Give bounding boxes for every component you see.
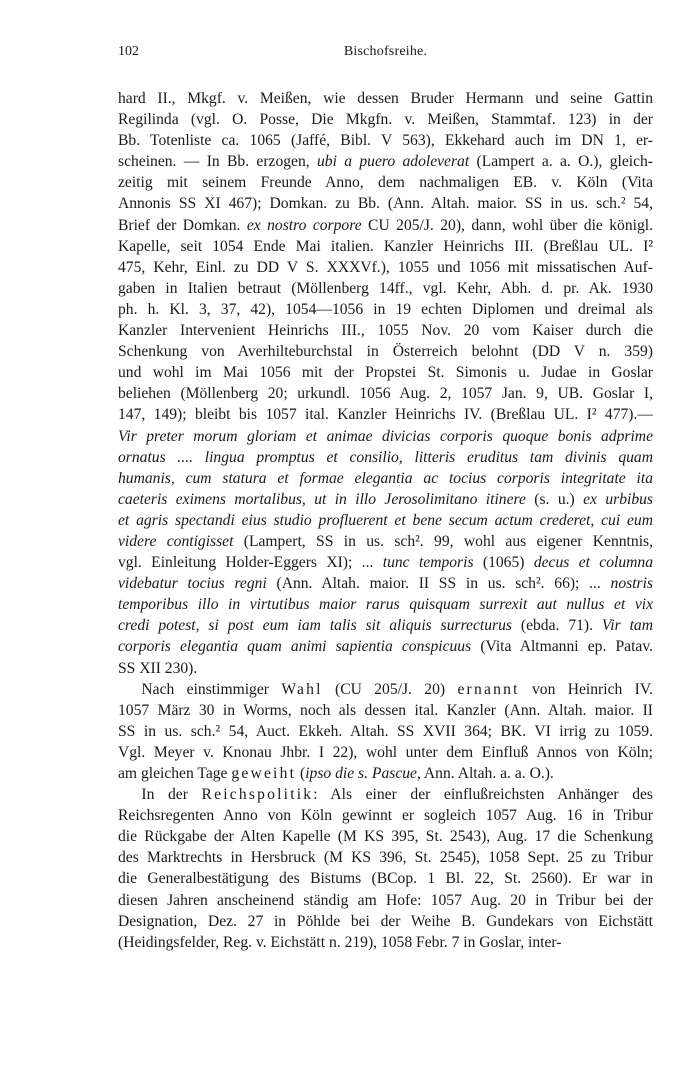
text-line: Designation, Dez. 27 in Pöhlde bei der Weihe B. Gundekars von Eichstätt [118,912,653,930]
italic-quote: videbatur tocius regni [118,575,267,593]
text-line: Bb. Totenliste ca. 1065 (Jaffé, Bibl. V 563), Ekkehard auch im DN 1, er- [118,132,653,150]
italic-quote: Vir tam [601,617,653,635]
text-line: 147, 149); bleibt bis 1057 ital. Kanzler Heinrichs IV. (Breßlau UL. I² 477).— [118,406,653,424]
spaced-keyword: ernannt [457,680,520,698]
text-line: vgl. Einleitung Holder-Eggers XI); ... tunc temporis (1065) decus et columna [118,554,654,572]
text-line: am gleichen Tage geweiht (ipso die s. Pascue, Ann. Altah. a. a. O.). [118,765,554,782]
text-line [118,447,653,468]
text-line: zeitig mit seinem Freunde Anno, dem nachmaligen EB. v. Köln (Vita [118,174,653,192]
text-line [118,426,653,447]
text-line: corporis elegantia quam animi sapientia conspicuus (Vita Altmanni ep. Patav. [118,638,654,656]
italic-quote: ubi a puero adoleverat [317,153,470,171]
spaced-keyword: Reichspolitik [201,786,314,804]
italic-quote: tunc temporis [382,554,474,572]
text-line: ph. h. Kl. 3, 37, 42), 1054—1056 in 19 echten Diplomen und dreimal als [118,300,653,318]
text-line: credi potest, si post eum iam talis sit aliquis surrecturus (ebda. 71). Vir tam [118,617,653,635]
italic-quote: ex urbibus [583,490,653,508]
text-line: Vgl. Meyer v. Knonau Jhbr. I 22), wohl unter dem Einfluß Annos von Köln; [118,743,653,761]
text-line: scheinen. — In Bb. erzogen, ubi a puero adoleverat (Lampert a. a. O.), gleich- [118,153,653,171]
body-text [118,88,653,953]
italic-quote: decus et columna [533,554,654,572]
text-line: die Generalbestätigung des Bistums (BCop. 1 Bl. 22, St. 2560). Er war in [118,870,653,888]
spaced-keyword: geweiht [231,765,297,782]
italic-quote: humanis, cum statura et formae elegantia ac tocius corporis integritate ita [118,469,653,487]
text-line: Nach einstimmiger Wahl (CU 205/J. 20) ernannt von Heinrich IV. [141,680,653,698]
text-line: und wohl im Mai 1056 mit der Propstei St. Simonis u. Judae in Goslar [118,364,653,382]
text-line: Kanzler Intervenient Heinrichs III., 1055 Nov. 20 vom Kaiser durch die [118,322,653,340]
italic-quote: et agris spectandi eius studio profluerent et bene secum actum crederet, cui eum [118,511,653,529]
italic-quote: Vir preter morum gloriam et animae divicias corporis quoque bonis adprime [118,427,653,445]
italic-quote: videre contigisset [118,532,234,550]
text-line: Kapelle, seit 1054 Ende Mai italien. Kanzler Heinrichs III. (Breßlau UL. I² [118,237,653,255]
text-line [118,468,653,489]
text-line: Schenkung von Averhilteburchstal in Österreich belohnt (DD V n. 359) [118,343,653,361]
text-line: videbatur tocius regni (Ann. Altah. maior. II SS in us. sch². 66); ... nostris [118,575,653,593]
text-line: hard II., Mkgf. v. Meißen, wie dessen Bruder Hermann und seine Gattin [118,90,653,107]
text-line: Regilinda (vgl. O. Posse, Die Mkgfn. v. Meißen, Stammtaf. 123) in der [118,111,653,129]
italic-quote: corporis elegantia quam animi sapientia conspicuus [118,638,472,656]
running-title: Bischofsreihe. [343,44,428,59]
text-line: gaben in Italien betraut (Möllenberg 14ff., vgl. Kehr, Abh. d. pr. Ak. 1930 [118,279,653,297]
text-line: In der Reichspolitik: Als einer der einflußreichsten Anhänger des [141,786,653,804]
text-line: die Rückgabe der Alten Kapelle (M KS 395, St. 2543), Aug. 17 die Schenkung [118,828,653,846]
italic-quote: ornatus .... lingua promptus et consilio, litteris eruditus tam divinis quam [118,448,653,466]
italic-quote: ex nostro corpore [246,216,362,234]
text-line: diesen Jahren anscheinend ständig am Hofe: 1057 Aug. 20 in Tribur bei der [118,891,653,909]
italic-quote: nostris [610,575,653,593]
text-line: caeteris eximens mortalibus, ut in illo Jerosolimitano itinere (s. u.) ex urbibus [118,490,653,508]
italic-quote: ipso die s. Pascue [305,765,417,782]
text-line: Reichsregenten Anno von Köln gewinnt er sogleich 1057 Aug. 16 in Tribur [118,807,653,825]
text-line: 1057 März 30 in Worms, noch als dessen ital. Kanzler (Ann. Altah. maior. II [118,701,653,719]
text-line: videre contigisset (Lampert, SS in us. sch². 99, wohl aus eigener Kenntnis, [118,532,653,550]
text-line: 475, Kehr, Einl. zu DD V S. XXXVf.), 1055 und 1056 mit missatischen Auf- [118,258,653,276]
text-line [118,510,653,531]
text-line: des Marktrechts in Hersbruck (M KS 396, St. 2545), 1058 Sept. 25 zu Tribur [118,849,653,867]
italic-quote: temporibus illo in virtutibus maior rarus quisquam surrexit aut nullus et vix [118,596,653,614]
text-line: beliehen (Möllenberg 20; urkundl. 1056 Aug. 2, 1057 Jan. 9, UB. Goslar I, [118,385,653,403]
italic-quote: credi potest, si post eum iam talis sit aliquis surrecturus [118,617,512,635]
text-line [118,594,653,615]
italic-quote: caeteris eximens mortalibus, ut in illo Jerosolimitano itinere [118,490,526,508]
text-line: Annonis SS XI 467); Domkan. zu Bb. (Ann. Altah. maior. SS in us. sch.² 54, [118,195,653,213]
page-number: 102 [118,44,139,59]
text-line: SS in us. sch.² 54, Auct. Ekkeh. Altah. SS XVII 364; BK. VI irrig zu 1059. [118,722,653,740]
text-line: SS XII 230). [118,659,198,677]
spaced-keyword: Wahl [281,680,323,698]
page-header [118,44,653,64]
text-line: Brief der Domkan. ex nostro corpore CU 205/J. 20), dann, wohl über die königl. [118,216,653,234]
text-line: (Heidingsfelder, Reg. v. Eichstätt n. 219), 1058 Febr. 7 in Goslar, inter- [118,933,562,951]
